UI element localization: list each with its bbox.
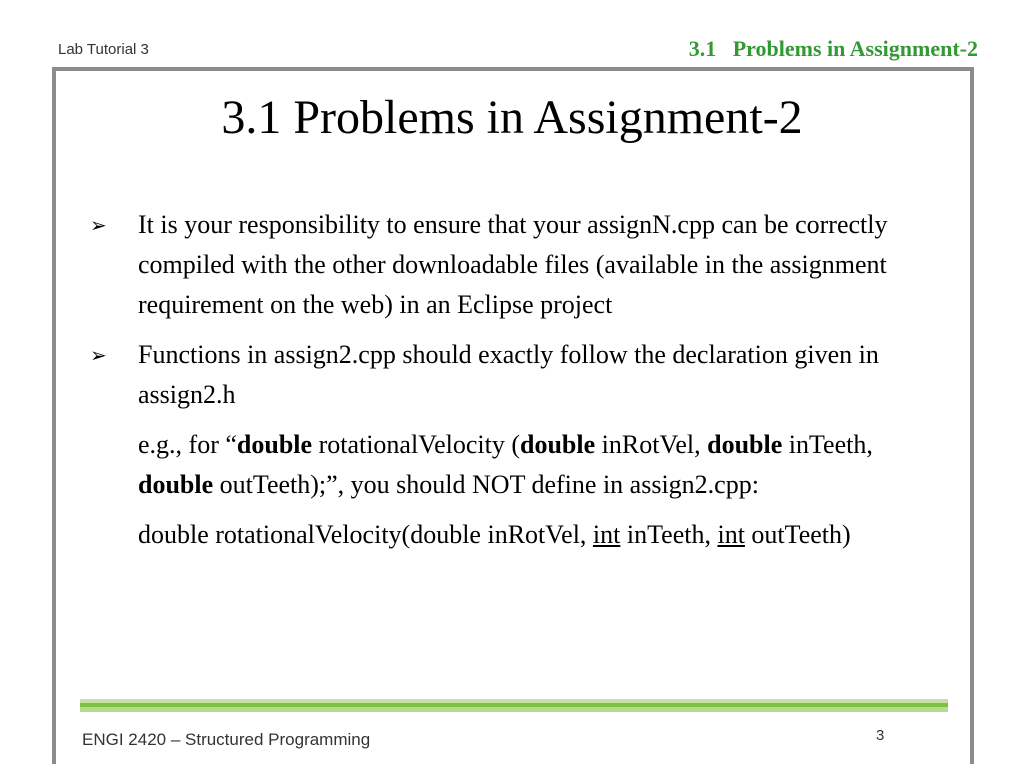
example-text: inTeeth,: [782, 430, 873, 459]
footer-rule-light: [80, 707, 948, 712]
bullet-item: [90, 335, 910, 415]
keyword-double: double: [236, 430, 313, 459]
bullet-text: Functions in assign2.cpp should exactly follow the declaration given in assign2.h: [138, 340, 879, 409]
example-text: rotationalVelocity (: [312, 430, 520, 459]
bullet-text: It is your responsibility to ensure that your assignN.cpp can be correctly compiled with the other downloadable files (available in the assignment requirement on the web) in an Eclipse project: [138, 210, 888, 319]
keyword-int: int: [717, 520, 745, 549]
wrong-declaration: [90, 515, 910, 555]
slide-title: 3.1 Problems in Assignment-2: [221, 91, 803, 144]
code-text: double rotationalVelocity(double inRotVel,: [138, 520, 593, 549]
example-text: outTeeth);”, you should NOT define in assign2.cpp:: [213, 470, 759, 499]
keyword-double: double: [707, 430, 783, 459]
keyword-double: double: [138, 470, 214, 499]
slide-content: [90, 205, 910, 565]
example-paragraph: [90, 425, 910, 505]
header-lab-label: Lab Tutorial 3: [58, 41, 149, 58]
footer-course-label: ENGI 2420 – Structured Programming: [82, 730, 371, 749]
bullet-item: [90, 205, 910, 325]
code-text: inTeeth,: [620, 520, 718, 549]
keyword-double: double: [520, 430, 596, 459]
code-text: outTeeth): [744, 520, 851, 549]
arrow-bullet-icon: ➢: [90, 213, 107, 237]
keyword-int: int: [592, 520, 621, 549]
header-section-title: 3.1 Problems in Assignment-2: [688, 36, 978, 61]
arrow-bullet-icon: ➢: [90, 343, 107, 367]
example-text: e.g., for “: [138, 430, 237, 459]
example-text: inRotVel,: [595, 430, 708, 459]
page-number: 3: [876, 727, 885, 744]
